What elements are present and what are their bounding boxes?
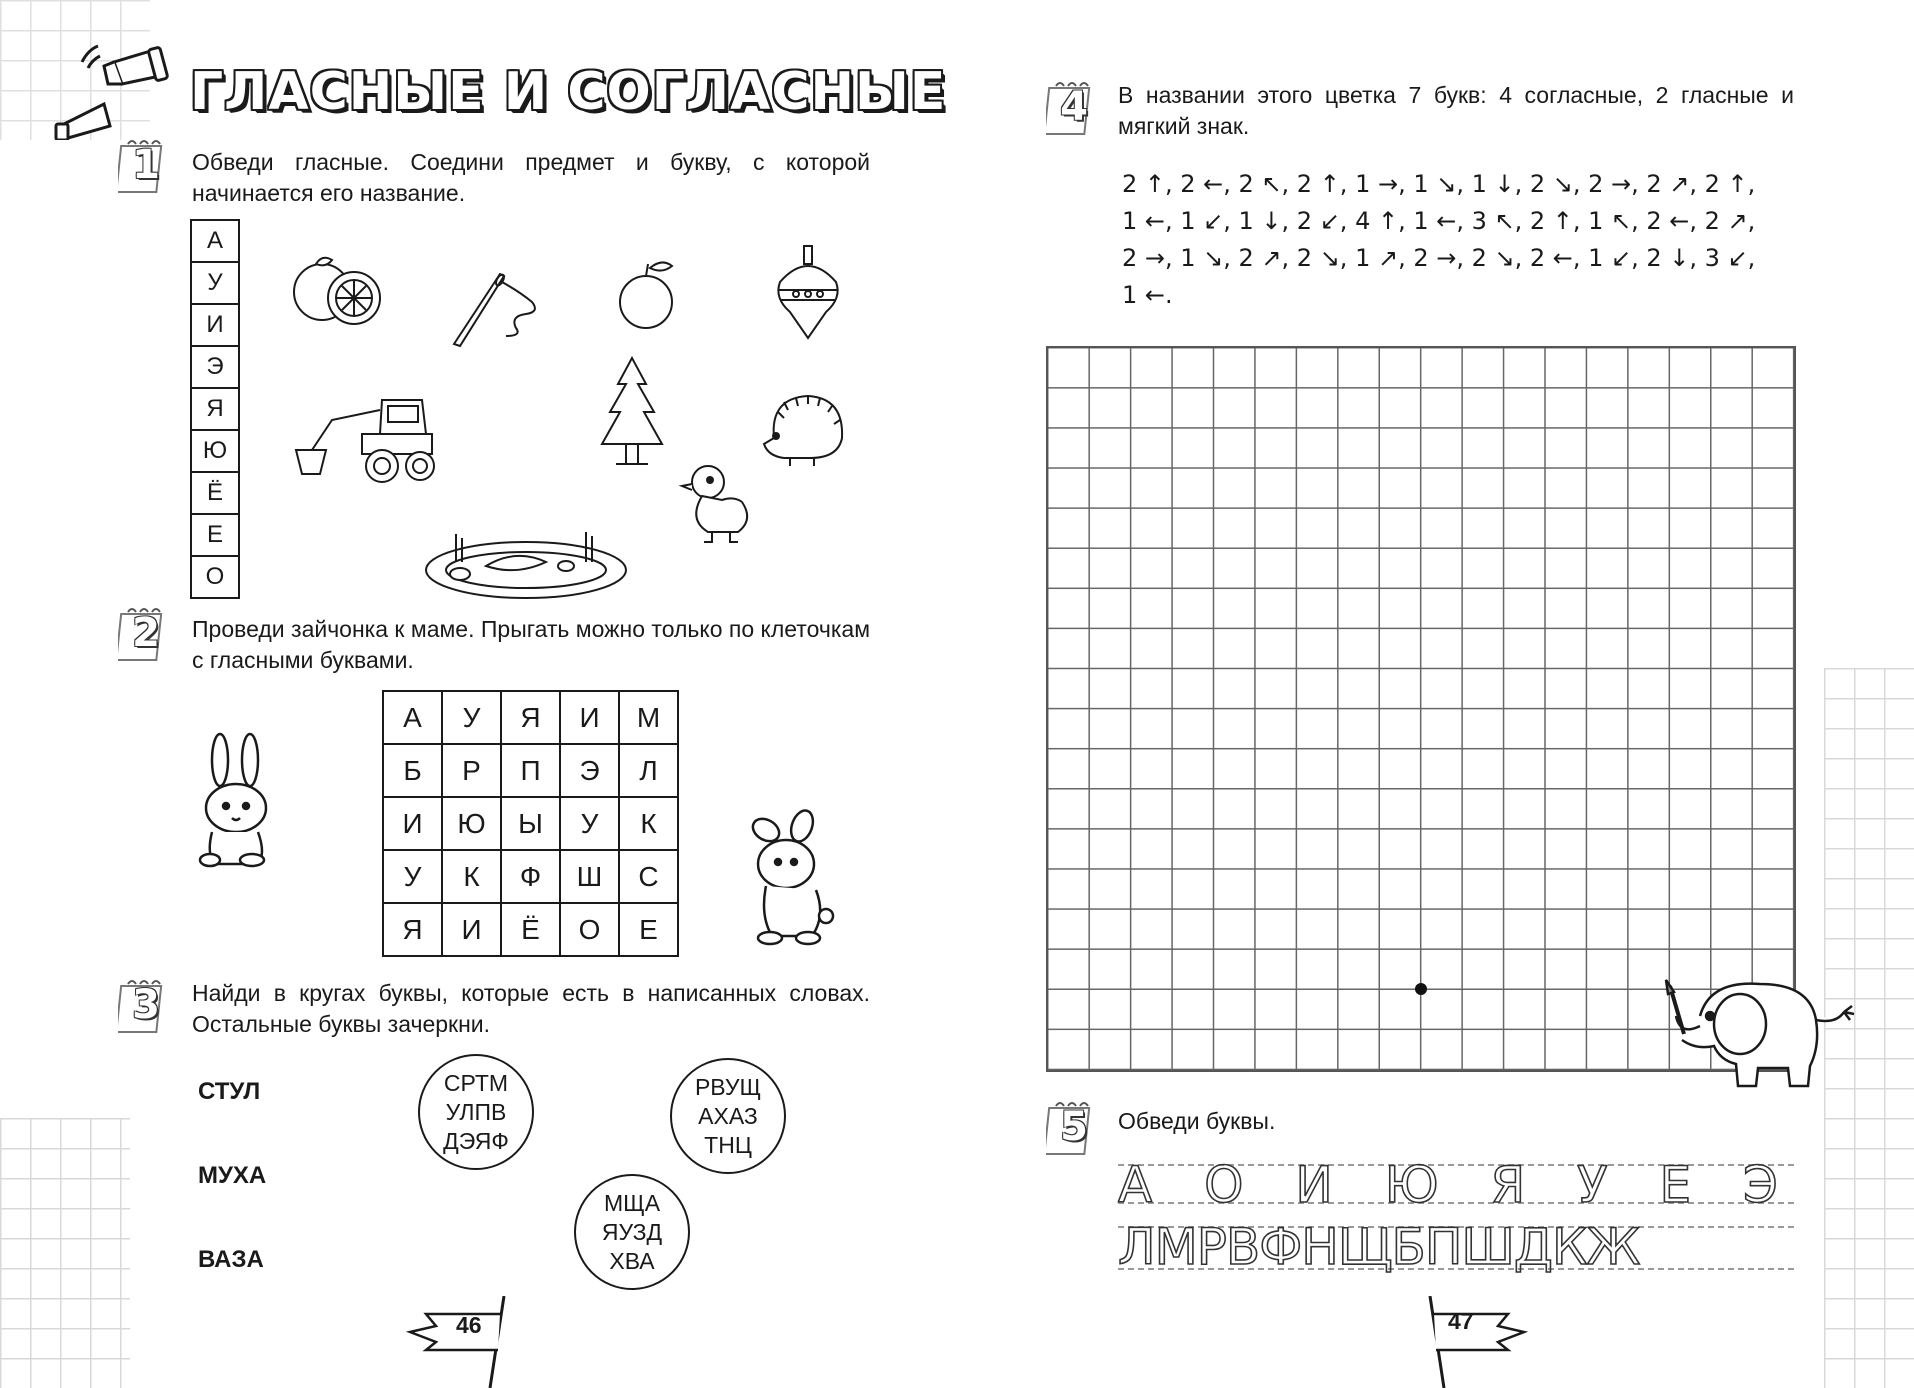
circle-line: СРТМ [443, 1069, 509, 1096]
task-number-badge: 3 [118, 978, 166, 1030]
task-number-badge: 1 [118, 138, 166, 190]
maze-cell[interactable]: Б [383, 744, 442, 797]
circle-line: РВУЩ [694, 1073, 762, 1100]
letter-cell[interactable]: У [192, 263, 238, 305]
arrow-line: 2 ↑, 2 ←, 2 ↖, 2 ↑, 1 →, 1 ↘, 1 ↓, 2 ↘, 2 →, 2 ↗, 2 ↑, [1122, 170, 1756, 198]
task2-text: Проведи зайчонка к маме. Прыгать можно только по клеточкам с гласными буквами. [192, 616, 871, 673]
vowel-maze-grid [382, 690, 679, 957]
maze-cell[interactable]: Ы [501, 797, 560, 850]
word-stul: СТУЛ [198, 1078, 261, 1105]
circle-line: УЛПВ [445, 1098, 507, 1125]
needle-picture[interactable] [450, 268, 540, 348]
maze-cell[interactable]: М [619, 691, 678, 744]
trace-letters-row-1[interactable]: А О И Ю Я У Е Э [1118, 1156, 1787, 1214]
page-number-right: 47 [1448, 1308, 1474, 1334]
start-dot [1415, 983, 1427, 995]
elephant-picture [1640, 976, 1870, 1096]
circle-line: МЩА [603, 1189, 661, 1216]
maze-cell[interactable]: Р [442, 744, 501, 797]
orange-picture[interactable] [292, 248, 388, 328]
letter-cell[interactable]: Я [192, 389, 238, 431]
maze-cell[interactable]: Э [560, 744, 619, 797]
task3-text: Найди в кругах буквы, которые есть в написанных словах. Остальные буквы зачеркни. [192, 980, 870, 1037]
excavator-picture[interactable] [292, 390, 442, 490]
page-number-left: 46 [456, 1312, 482, 1338]
table-row [383, 903, 678, 956]
letter-cell[interactable]: И [192, 305, 238, 347]
maze-cell[interactable]: Я [383, 903, 442, 956]
maze-cell[interactable]: У [560, 797, 619, 850]
letter-cell[interactable]: О [205, 563, 225, 590]
circle-line: АХАЗ [698, 1102, 758, 1129]
arrow-line: 1 ←. [1122, 281, 1173, 309]
letter-cell[interactable]: Э [192, 347, 238, 389]
task5-text: Обведи буквы. [1118, 1108, 1276, 1134]
letter-cell[interactable]: Ё [192, 473, 238, 515]
apple-picture[interactable] [616, 258, 686, 330]
circle-line: ДЭЯФ [443, 1127, 509, 1154]
letter-cell[interactable]: А [192, 221, 238, 263]
maze-cell[interactable]: Ю [442, 797, 501, 850]
word-vaza: ВАЗА [198, 1246, 264, 1273]
circle-line: ЯУЗД [601, 1218, 663, 1245]
circle-line: ХВА [609, 1247, 655, 1274]
maze-cell[interactable]: П [501, 744, 560, 797]
maze-cell[interactable]: К [442, 850, 501, 903]
letter-cell[interactable]: Ю [192, 431, 238, 473]
page-flag-left-icon [406, 1296, 516, 1388]
maze-cell[interactable]: О [560, 903, 619, 956]
drawing-grid[interactable] [1046, 346, 1796, 1072]
maze-cell[interactable]: И [442, 903, 501, 956]
maze-cell[interactable]: С [619, 850, 678, 903]
maze-cell[interactable]: Е [619, 903, 678, 956]
table-row [383, 797, 678, 850]
task4-text: В названии этого цветка 7 букв: 4 согласные, 2 гласные и мягкий знак. [1118, 82, 1794, 139]
maze-cell[interactable]: Ё [501, 903, 560, 956]
maze-cell[interactable]: А [383, 691, 442, 744]
table-row [383, 744, 678, 797]
table-row [383, 691, 678, 744]
maze-cell[interactable]: И [383, 797, 442, 850]
pond-picture[interactable] [416, 514, 638, 604]
letter-circle[interactable] [418, 1054, 534, 1170]
vowel-column [190, 219, 240, 599]
letter-cell[interactable]: Е [192, 515, 238, 557]
duckling-picture[interactable] [678, 460, 758, 552]
spinning-top-picture[interactable] [766, 242, 850, 342]
trace-letters-row-2[interactable]: ЛМРВФНЩБПШДКЖ [1118, 1218, 1640, 1276]
bunny-mother-picture [746, 806, 846, 946]
maze-cell[interactable]: Ф [501, 850, 560, 903]
bunny-small-picture [196, 730, 276, 870]
arrow-line: 2 →, 1 ↘, 2 ↗, 2 ↘, 1 ↗, 2 →, 2 ↘, 2 ←, 1 ↙, 2 ↓, 3 ↙, [1122, 244, 1756, 272]
word-mukha: МУХА [198, 1162, 267, 1189]
table-row [383, 850, 678, 903]
letter-circle[interactable] [670, 1058, 786, 1174]
arrow-instructions [1122, 166, 1802, 314]
task-number-badge: 2 [118, 606, 166, 658]
circle-line: ТНЦ [704, 1131, 752, 1158]
task-number-badge: 5 [1046, 1100, 1094, 1152]
maze-cell[interactable]: Ш [560, 850, 619, 903]
page-title: ГЛАСНЫЕ И СОГЛАСНЫЕ [190, 62, 947, 122]
maze-cell[interactable]: Я [501, 691, 560, 744]
arrow-line: 1 ←, 1 ↙, 1 ↓, 2 ↙, 4 ↑, 1 ←, 3 ↖, 2 ↑, 1 ↖, 2 ←, 2 ↗, [1122, 207, 1756, 235]
maze-cell[interactable]: У [442, 691, 501, 744]
maze-cell[interactable]: И [560, 691, 619, 744]
maze-cell[interactable]: Л [619, 744, 678, 797]
megaphone-icon [44, 40, 174, 140]
bg-grid-bottom-left [0, 1118, 130, 1388]
maze-cell[interactable]: К [619, 797, 678, 850]
maze-cell[interactable]: У [383, 850, 442, 903]
hedgehog-picture[interactable] [754, 388, 850, 468]
fir-tree-picture[interactable] [592, 354, 672, 470]
letter-circle[interactable] [574, 1174, 690, 1290]
task1-text: Обведи гласные. Соедини предмет и букву, с которой начинается его название. [192, 149, 870, 206]
task-number-badge: 4 [1046, 80, 1094, 132]
